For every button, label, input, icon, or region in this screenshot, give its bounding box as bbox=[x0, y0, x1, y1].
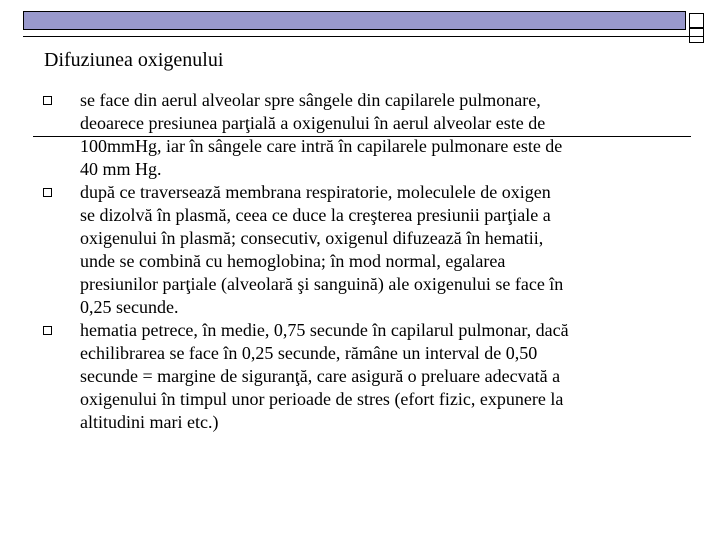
hollow-square-bullet-icon bbox=[43, 326, 52, 335]
bullet-text bbox=[80, 181, 692, 319]
bullet-line: deoarece presiunea parţială a oxigenului în aerul alveolar este de bbox=[80, 113, 546, 133]
header-bar bbox=[23, 11, 686, 30]
bullet-list bbox=[0, 89, 720, 434]
bullet-line: presiunilor parţiale (alveolară şi sanguină) ale oxigenului se face în bbox=[80, 274, 564, 294]
slide-title: Difuziunea oxigenului bbox=[44, 49, 224, 71]
bullet-line: secunde = margine de siguranţă, care asigură o preluare adecvată a bbox=[80, 366, 561, 386]
bullet-item bbox=[0, 319, 720, 434]
bullet-line: altitudini mari etc.) bbox=[80, 412, 219, 432]
bullet-text bbox=[80, 319, 692, 434]
bullet-item bbox=[0, 181, 720, 319]
bullet-line: se dizolvă în plasmă, ceea ce duce la creşterea presiunii parţiale a bbox=[80, 205, 551, 225]
bullet-item bbox=[0, 89, 720, 181]
bullet-line: oxigenului în timpul unor perioade de stres (efort fizic, expunere la bbox=[80, 389, 564, 409]
bullet-text bbox=[80, 89, 692, 181]
header-divider bbox=[23, 36, 703, 37]
bullet-line: 0,25 secunde. bbox=[80, 297, 179, 317]
bullet-line: după ce traversează membrana respiratorie, moleculele de oxigen bbox=[80, 182, 551, 202]
bullet-line: se face din aerul alveolar spre sângele din capilarele pulmonare, bbox=[80, 90, 541, 110]
bullet-line: unde se combină cu hemoglobina; în mod normal, egalarea bbox=[80, 251, 506, 271]
corner-square-top-icon bbox=[689, 13, 704, 28]
bullet-line: hematia petrece, în medie, 0,75 secunde în capilarul pulmonar, dacă bbox=[80, 320, 569, 340]
hollow-square-bullet-icon bbox=[43, 188, 52, 197]
bullet-line: echilibrarea se face în 0,25 secunde, rămâne un interval de 0,50 bbox=[80, 343, 538, 363]
hollow-square-bullet-icon bbox=[43, 96, 52, 105]
bullet-line: 40 mm Hg. bbox=[80, 159, 162, 179]
bullet-line: 100mmHg, iar în sângele care intră în capilarele pulmonare este de bbox=[80, 136, 563, 156]
bullet-line: oxigenului în plasmă; consecutiv, oxigenul difuzează în hematii, bbox=[80, 228, 544, 248]
